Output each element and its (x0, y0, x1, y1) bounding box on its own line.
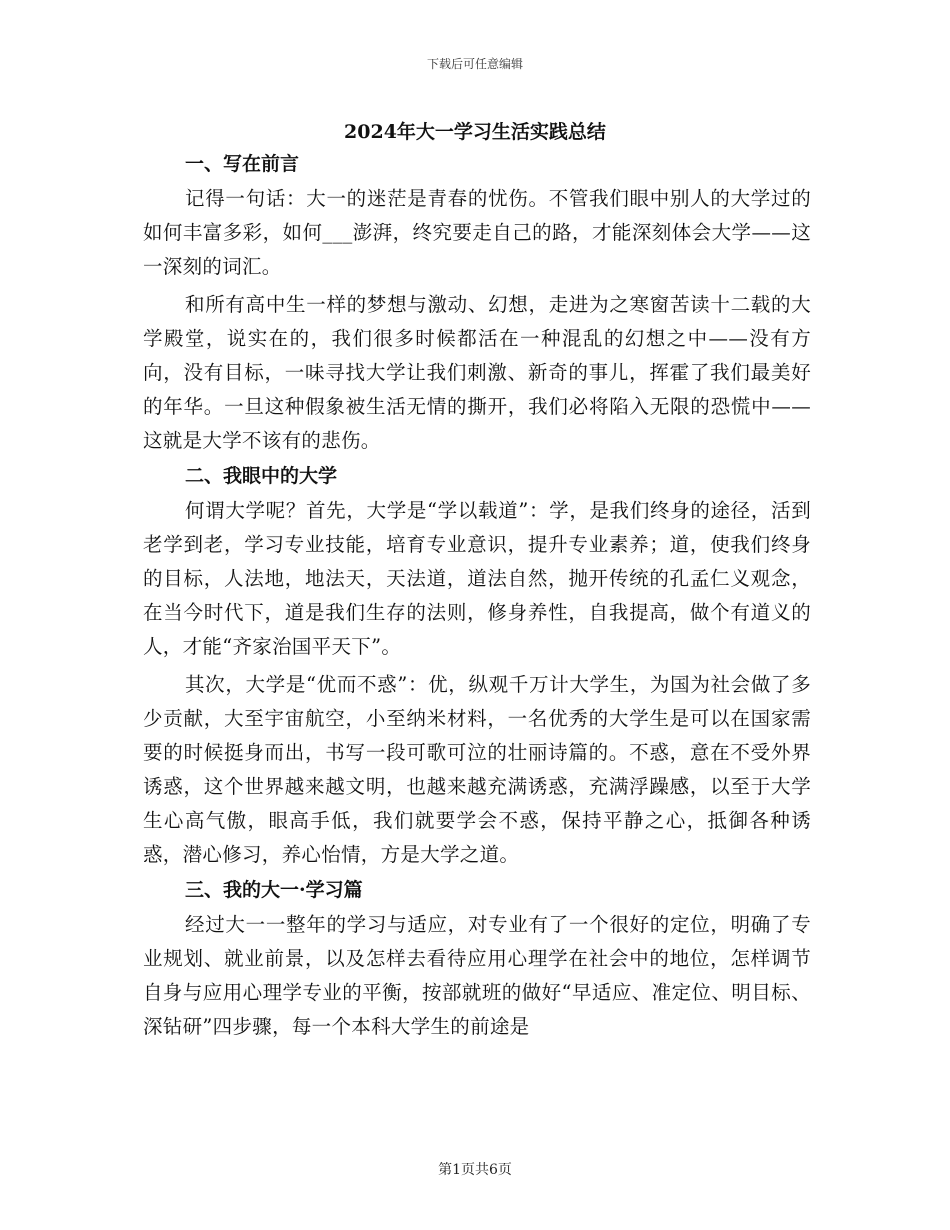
paragraph: 其次，大学是“优而不惑”：优，纵观千万计大学生，为国为社会做了多少贡献，大至宇宙航空，小至纳米材料，一名优秀的大学生是可以在国家需要的时候挺身而出，书写一段可歌可泣的壮丽诗篇的。不惑，意在不受外界诱惑，这个世界越来越文明，也越来越充满诱惑，充满浮躁感，以至于大学生心高气傲，眼高手低，我们就要学会不惑，保持平静之心，抵御各种诱惑，潜心修习，养心怡情，方是大学之道。 (143, 673, 811, 866)
paragraph: 经过大一一整年的学习与适应，对专业有了一个很好的定位，明确了专业规划、就业前景，以及怎样去看待应用心理学在社会中的地位，怎样调节自身与应用心理学专业的平衡，按部就班的做好“早适应、准定位、明目标、深钻研”四步骤，每一个本科大学生的前途是 (143, 913, 811, 1038)
section-university-view (143, 458, 811, 872)
section-heading: 一、写在前言 (185, 153, 300, 175)
document-body (143, 146, 811, 1044)
section-preface (143, 146, 811, 458)
section-heading: 二、我眼中的大学 (185, 465, 338, 487)
paragraph: 记得一句话：大一的迷茫是青春的忧伤。不管我们眼中别人的大学过的如何丰富多彩，如何___澎湃，终究要走自己的路，才能深刻体会大学——这一深刻的词汇。 (143, 187, 811, 278)
page-number-footer: 第1页共6页 (438, 1162, 512, 1178)
document-title: 2024年大一学习生活实践总结 (344, 121, 606, 143)
paragraph: 和所有高中生一样的梦想与激动、幻想，走进为之寒窗苦读十二载的大学殿堂，说实在的，我们很多时候都活在一种混乱的幻想之中——没有方向，没有目标，一味寻找大学让我们刺激、新奇的事儿，挥霍了我们最美好的年华。一旦这种假象被生活无情的撕开，我们必将陷入无限的恐慌中——这就是大学不该有的悲伤。 (143, 293, 811, 452)
section-heading: 三、我的大一·学习篇 (185, 879, 363, 901)
header-note: 下载后可任意编辑 (426, 57, 523, 71)
section-study (143, 872, 811, 1044)
paragraph: 何谓大学呢？首先，大学是“学以载道”：学，是我们终身的途径，活到老学到老，学习专业技能，培育专业意识，提升专业素养；道，使我们终身的目标，人法地，地法天，天法道，道法自然，抛开传统的孔孟仁义观念，在当今时代下，道是我们生存的法则，修身养性，自我提高，做个有道义的人，才能“齐家治国平天下”。 (143, 499, 811, 658)
